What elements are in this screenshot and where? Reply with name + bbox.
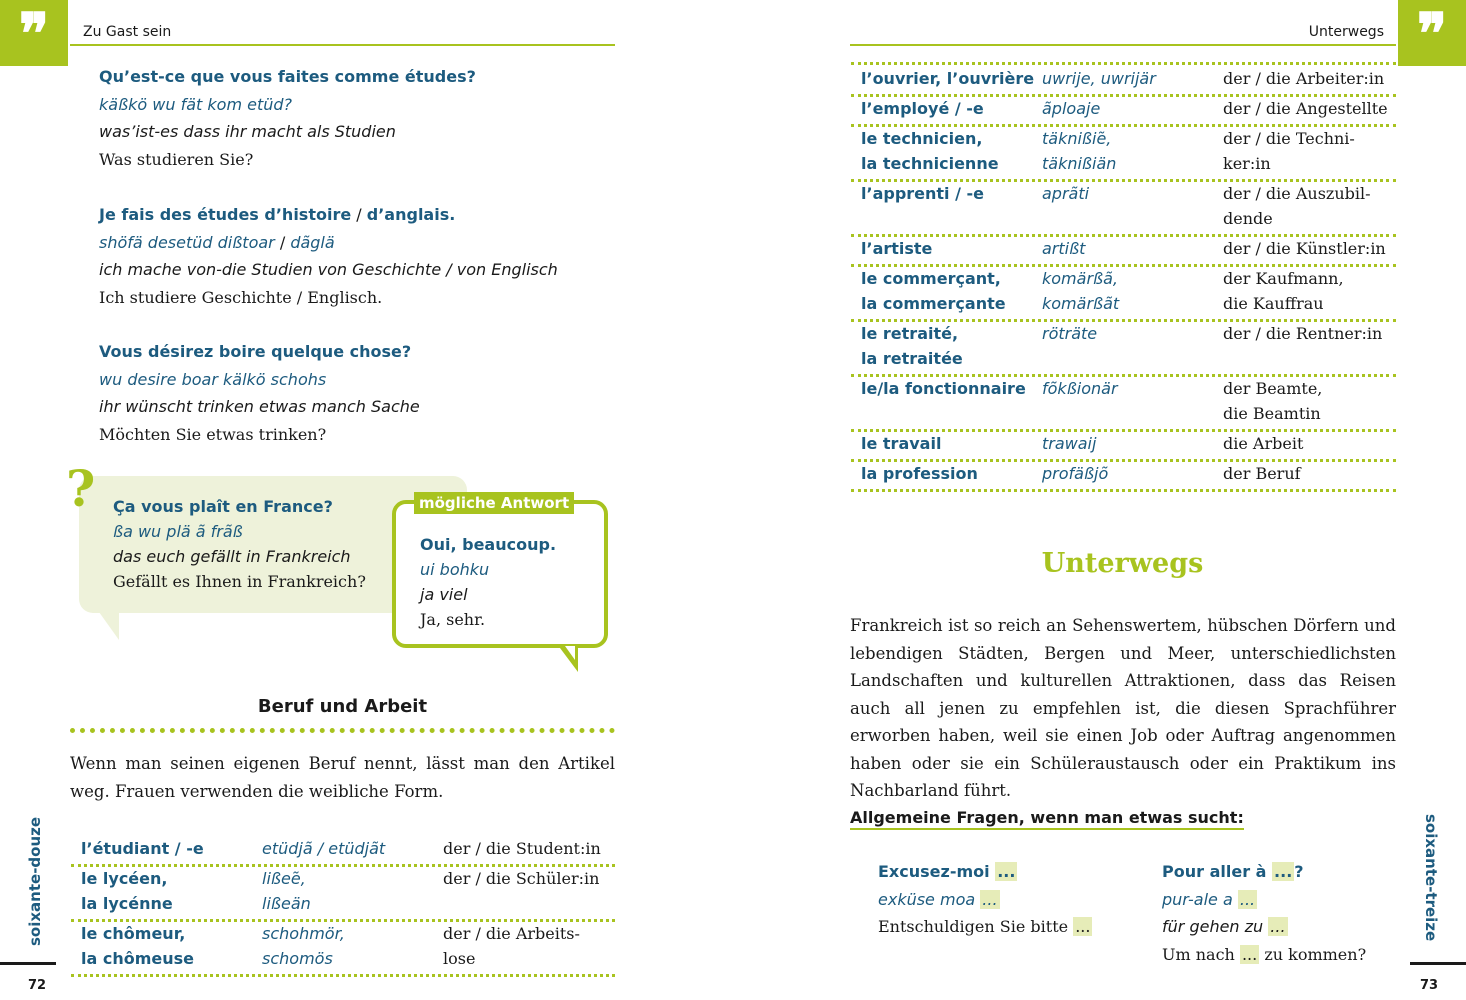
phrase-pronunciation: käßkö wu fät kom etüd?: [99, 94, 293, 114]
subheading-questions: Allgemeine Fragen, wenn man etwas sucht:: [850, 808, 1244, 830]
vocab-row: [861, 461, 1396, 486]
vocab-german: der Kaufmann, die Kauffrau: [1223, 269, 1344, 313]
bubble-french: Ça vous plaît en France?: [113, 497, 333, 516]
header-rule-right: [850, 44, 1396, 46]
vocab-row: [81, 866, 615, 916]
vocab-french: le travail: [861, 434, 942, 453]
vocab-pronunciation: ãploaje: [1042, 99, 1101, 118]
vocab-pronunciation: artißt: [1042, 239, 1086, 258]
vocab-pronunciation: komärßã, komärßãt: [1042, 269, 1120, 313]
phrase-french: Qu’est-ce que vous faites comme études?: [99, 67, 476, 86]
answer-pronunciation: ui bohku: [420, 560, 490, 579]
vocab-french: le/la fonctionnaire: [861, 379, 1026, 398]
ellipsis-highlight: ...: [1241, 944, 1258, 964]
quote-icon: ❞: [18, 1, 50, 67]
bubble-tail: [99, 612, 119, 640]
running-head-left: Zu Gast sein: [83, 24, 172, 40]
vocab-top-divider: [851, 62, 1396, 65]
vocab-row: [861, 181, 1396, 231]
quote-icon: ❞: [1416, 1, 1448, 67]
question-pronunciation: pur-ale a ...: [1162, 889, 1256, 909]
ellipsis-highlight: ...: [1270, 917, 1286, 936]
vocab-german: der Beamte, die Beamtin: [1223, 379, 1323, 423]
ellipsis-highlight: ...: [1274, 862, 1293, 881]
vocab-french: l’étudiant / -e: [81, 839, 204, 858]
vocab-pronunciation: schohmör, schomös: [262, 924, 345, 968]
footer-rule-right: [1410, 962, 1466, 965]
vocab-pronunciation: profäßjõ: [1042, 464, 1109, 483]
page-number-left: 72: [28, 978, 47, 993]
section-title-unterwegs: Unterwegs: [1041, 548, 1204, 579]
vocab-german: der / die Arbeiter:in: [1223, 69, 1385, 88]
vocab-row: [861, 126, 1396, 176]
ellipsis-highlight: ...: [997, 862, 1016, 881]
phrase-german: Möchten Sie etwas trinken?: [99, 424, 327, 444]
answer-literal: ja viel: [420, 585, 468, 604]
vocab-pronunciation: fõkßionär: [1042, 379, 1118, 398]
answer-french: Oui, beaucoup.: [420, 535, 557, 554]
phrase-literal: ich mache von-die Studien von Geschichte / von Englisch: [99, 260, 558, 279]
phrase-block-2: [99, 201, 579, 311]
vocab-pronunciation: röträte: [1042, 324, 1098, 343]
phrase-pronunciation: wu desire boar kälkö schohs: [99, 369, 327, 389]
vocab-french: l’employé / -e: [861, 99, 984, 118]
vocab-row: [81, 836, 615, 861]
vocab-pronunciation: etüdjã / etüdjãt: [262, 839, 386, 858]
section-title-beruf: Beruf und Arbeit: [257, 696, 428, 717]
vocab-row: [861, 66, 1396, 91]
vocab-german: der / die Auszubil- dende: [1223, 184, 1371, 228]
header-rule-left: [70, 44, 615, 46]
bubble-german: Gefällt es Ihnen in Frankreich?: [113, 572, 366, 591]
vocab-german: der / die Techni- ker:in: [1223, 129, 1355, 173]
question-literal: für gehen zu ...: [1162, 917, 1286, 936]
vocab-french: l’ouvrier, l’ouvrière: [861, 69, 1035, 88]
side-label-left: soixante-douze: [26, 816, 44, 946]
phrase-german: Ich studiere Geschichte / Englisch.: [99, 287, 383, 307]
answer-bubble: [392, 494, 608, 648]
question-column-2: [1162, 858, 1366, 968]
question-french: Pour aller à ... ?: [1162, 862, 1304, 881]
answer-label: mögliche Antwort: [414, 492, 574, 514]
section-paragraph-unterwegs: Frankreich ist so reich an Sehenswertem, hübschen Dörfern und lebendigen Städten, Bergen und Meer, unterschiedlichsten Landschaften und kulturellen Attraktionen, dass das Reisen auch all jenen zu empfehlen ist, die diesen Sprachführer erworben haben, weil sie einen Job oder Auftrag angenommen haben oder sie ein Schüleraustausch oder ein Praktikum ins Nachbarland führt.: [850, 616, 1396, 800]
vocab-german: der / die Schüler:in: [443, 869, 600, 888]
bubble-literal: das euch gefällt in Frankreich: [113, 547, 351, 566]
vocab-french: le technicien, la technicienne: [861, 129, 999, 173]
vocab-pronunciation: täknißiẽ, täknißiän: [1042, 129, 1117, 173]
section-paragraph-beruf: Wenn man seinen eigenen Beruf nennt, lässt man den Artikel weg. Frauen verwenden die weibliche Form.: [70, 754, 615, 801]
side-label-right: soixante-treize: [1422, 814, 1440, 942]
page-number-right: 73: [1420, 978, 1439, 993]
phrase-german: Was studieren Sie?: [99, 149, 254, 169]
question-column-1: [878, 858, 1092, 941]
vocab-german: die Arbeit: [1223, 434, 1304, 453]
vocab-row: [861, 96, 1396, 121]
question-mark-icon: ?: [66, 459, 96, 518]
phrase-block-1: [99, 63, 579, 173]
dotted-divider: [70, 728, 615, 733]
corner-tab-left: [0, 0, 68, 66]
question-pronunciation: exküse moa ...: [878, 889, 998, 909]
vocab-row-divider: [851, 489, 1396, 492]
vocab-pronunciation: uwrije, uwrijär: [1042, 69, 1156, 88]
vocab-row: [81, 921, 615, 971]
answer-german: Ja, sehr.: [420, 610, 486, 629]
vocab-german: der / die Arbeits- lose: [443, 924, 580, 968]
vocab-row: [861, 266, 1396, 316]
question-german: Um nach ... zu kommen?: [1162, 944, 1367, 964]
vocab-french: l’apprenti / -e: [861, 184, 985, 203]
vocab-german: der / die Künstler:in: [1223, 239, 1386, 258]
vocab-row-divider: [71, 974, 615, 977]
vocab-french: le commerçant, la commerçante: [861, 269, 1006, 313]
vocab-german: der / die Rentner:in: [1223, 324, 1383, 343]
bubble-pronunciation: ßa wu plä ã frãß: [113, 522, 243, 541]
ellipsis-highlight: ...: [982, 889, 998, 909]
vocab-french: le chômeur, la chômeuse: [81, 924, 195, 968]
vocab-french: l’artiste: [861, 239, 933, 258]
vocab-row: [861, 376, 1396, 426]
ellipsis-highlight: ...: [1075, 917, 1091, 936]
phrase-block-3: [99, 338, 579, 448]
phrase-pronunciation: shöfä desetüd dißtoar / dãglä: [99, 232, 335, 252]
corner-tab-right: [1398, 0, 1466, 66]
vocab-pronunciation: trawaij: [1042, 434, 1097, 453]
phrase-french: Je fais des études d’histoire / d’anglais.: [99, 205, 456, 224]
vocab-french: la profession: [861, 464, 978, 483]
question-french: Excusez-moi ...: [878, 862, 1016, 881]
vocab-german: der / die Student:in: [443, 839, 601, 858]
question-german: Entschuldigen Sie bitte ...: [878, 917, 1091, 936]
bubble-tail-inner: [565, 646, 575, 660]
phrase-french: Vous désirez boire quelque chose?: [99, 342, 412, 361]
vocab-row: [861, 321, 1396, 371]
ellipsis-highlight: ...: [1239, 889, 1256, 909]
vocab-row: [861, 431, 1396, 456]
vocab-german: der Beruf: [1223, 464, 1301, 483]
vocab-french: le retraité, la retraitée: [861, 324, 963, 368]
vocab-german: der / die Angestellte: [1223, 99, 1388, 118]
vocab-row: [861, 236, 1396, 261]
vocab-pronunciation: lißeẽ, lißeän: [262, 869, 311, 913]
vocab-french: le lycéen, la lycénne: [81, 869, 173, 913]
footer-rule-left: [0, 962, 56, 965]
running-head-right: Unterwegs: [1308, 24, 1384, 40]
phrase-literal: ihr wünscht trinken etwas manch Sache: [99, 397, 420, 416]
vocab-pronunciation: aprãti: [1042, 184, 1090, 203]
phrase-literal: was’ist-es dass ihr macht als Studien: [99, 122, 396, 141]
